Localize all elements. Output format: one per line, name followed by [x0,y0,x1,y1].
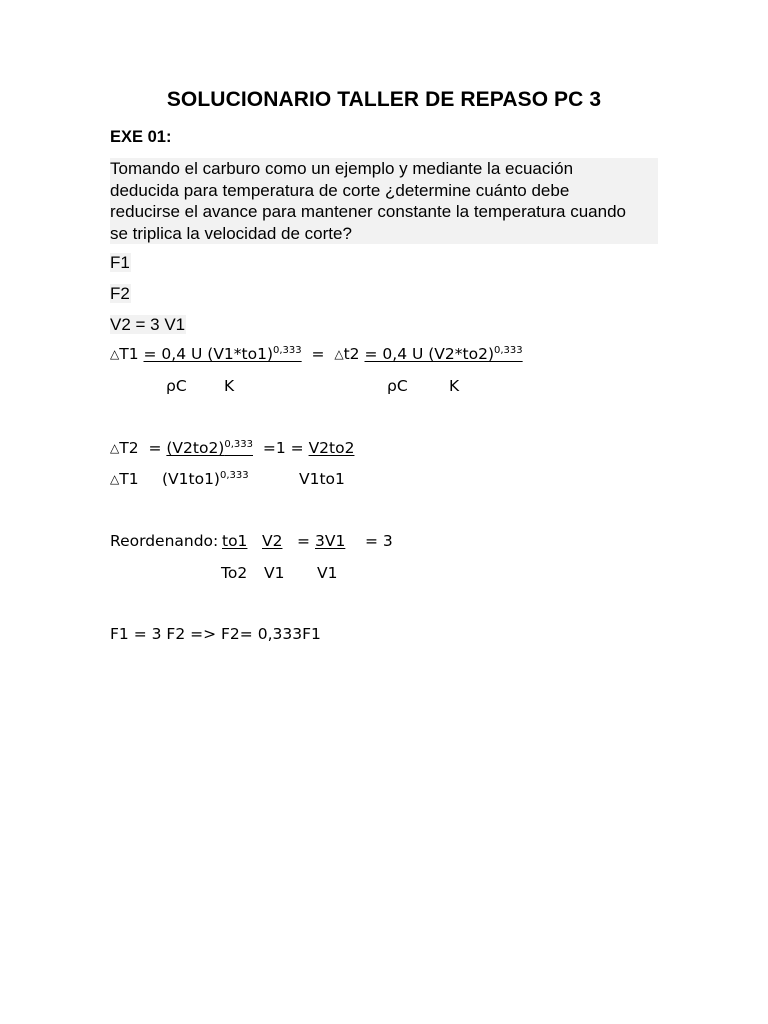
reorder-den-v1-2: V1 [317,564,338,582]
delta-symbol: △ [334,347,344,361]
ratio-denominator-left: △T1 [110,470,139,488]
statement-line: deducida para temperatura de corte ¿determine cuánto debe [110,180,570,200]
denominator-rhoc-2: ρC [387,377,408,395]
reorder-num-v2: V2 [262,532,283,550]
statement-line: se triplica la velocidad de corte? [110,223,352,243]
conclusion: F1 = 3 F2 => F2= 0,333F1 [110,625,321,643]
reorder-equals: = [297,532,310,550]
reorder-result: = 3 [365,532,393,550]
document-title: SOLUCIONARIO TALLER DE REPASO PC 3 [166,88,602,111]
ratio-numerator: △T2 = $(V2to2)^{0,333} =1 = V2to2$ [110,439,355,457]
statement-line: Tomando el carburo como un ejemplo y mediante la ecuación [110,159,574,178]
statement-line: reducirse el avance para mantener constante la temperatura cuando [110,202,626,221]
ratio-denominator-rhs: V1to1 [299,470,345,488]
reorder-num-to1: to1 [222,532,248,550]
reorder-den-to2: To2 [221,564,248,582]
equation-rhs: = 0,4 U $(V2*to2)^{0,333}$ [364,345,523,363]
delta-symbol: △ [110,441,120,455]
given-v2: V2 = 3 V1 [110,315,186,334]
problem-statement [110,158,658,244]
denominator-rhoc-1: ρC [166,377,187,395]
reorder-den-v1: V1 [264,564,285,582]
reorder-label: Reordenando: [110,532,219,550]
denominator-k-2: K [449,377,460,395]
equation-lhs: = 0,4 U $(V1*to1)^{0,333}$ [143,345,302,363]
temperature-equation: △T1 = 0,4 U $(V1*to1)^{0,333}$ = △t2 = 0,4 U $(V2*to2)^{0,333}$ [110,345,523,363]
delta-symbol: △ [110,347,120,361]
denominator-k-1: K [224,377,235,395]
given-f2: F2 [110,284,130,303]
exercise-label: EXE 01: [110,128,172,146]
given-f1: F1 [110,253,130,272]
delta-symbol: △ [110,472,120,486]
reorder-num-3v1: 3V1 [315,532,346,550]
ratio-denominator-expr: $(V1to1)^{0,333}$ [162,470,249,488]
